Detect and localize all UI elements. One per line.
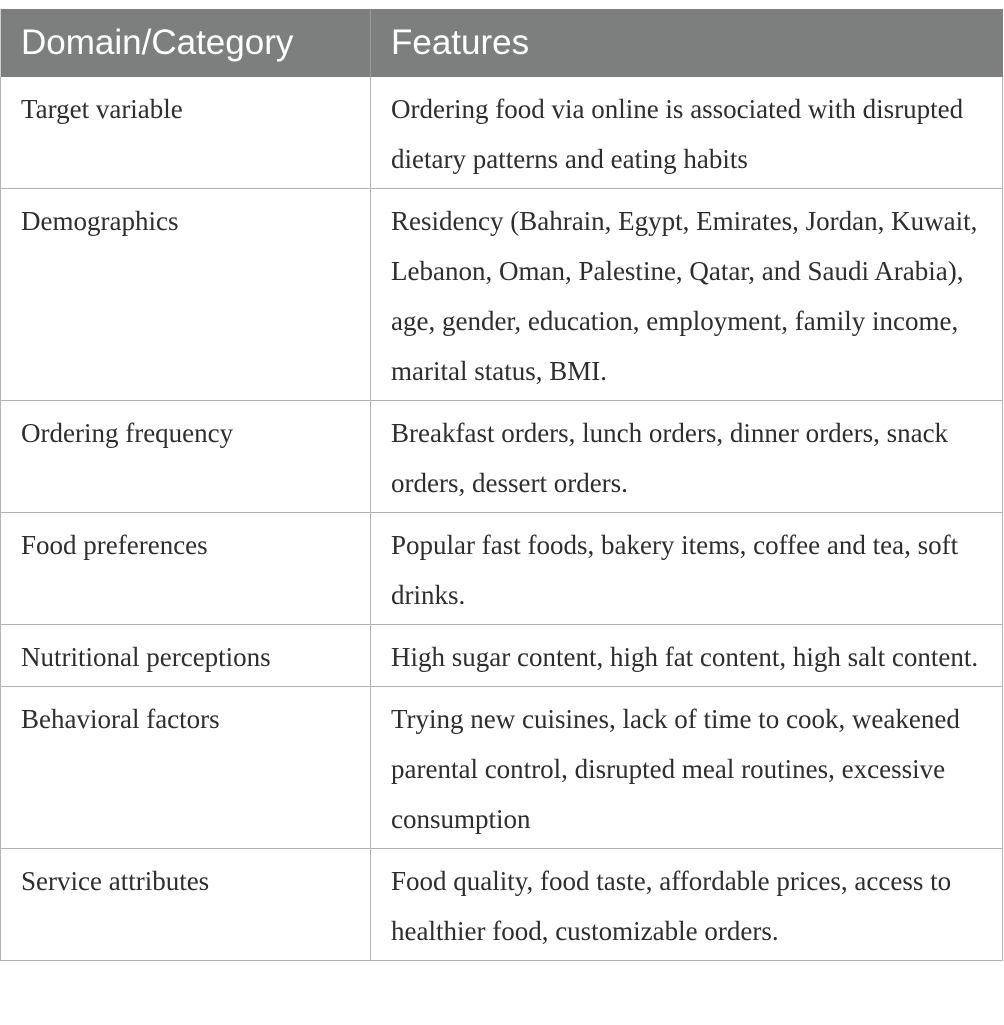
- table-body: [1, 77, 1003, 961]
- features-cell: Food quality, food taste, affordable prices, access to healthier food, customizable orders.: [371, 849, 1003, 961]
- features-cell: Trying new cuisines, lack of time to cook, weakened parental control, disrupted meal routines, excessive consumption: [371, 687, 1003, 849]
- category-cell: Ordering frequency: [1, 401, 371, 513]
- column-header-features: Features: [371, 9, 1003, 77]
- table-row: [1, 513, 1003, 625]
- features-table-container: [0, 9, 1002, 961]
- table-header: [1, 9, 1003, 77]
- column-header-category: Domain/Category: [1, 9, 371, 77]
- features-table: [0, 9, 1003, 961]
- features-cell: High sugar content, high fat content, high salt content.: [371, 625, 1003, 687]
- header-row: [1, 9, 1003, 77]
- category-cell: Target variable: [1, 77, 371, 189]
- features-cell: Ordering food via online is associated with disrupted dietary patterns and eating habits: [371, 77, 1003, 189]
- table-row: [1, 189, 1003, 401]
- features-cell: Residency (Bahrain, Egypt, Emirates, Jordan, Kuwait, Lebanon, Oman, Palestine, Qatar, and Saudi Arabia), age, gender, education, employment, family income, marital status, BMI.: [371, 189, 1003, 401]
- table-row: [1, 625, 1003, 687]
- features-cell: Popular fast foods, bakery items, coffee and tea, soft drinks.: [371, 513, 1003, 625]
- category-cell: Behavioral factors: [1, 687, 371, 849]
- features-cell: Breakfast orders, lunch orders, dinner orders, snack orders, dessert orders.: [371, 401, 1003, 513]
- category-cell: Food preferences: [1, 513, 371, 625]
- table-row: [1, 687, 1003, 849]
- table-row: [1, 77, 1003, 189]
- category-cell: Nutritional perceptions: [1, 625, 371, 687]
- table-row: [1, 849, 1003, 961]
- category-cell: Service attributes: [1, 849, 371, 961]
- table-row: [1, 401, 1003, 513]
- category-cell: Demographics: [1, 189, 371, 401]
